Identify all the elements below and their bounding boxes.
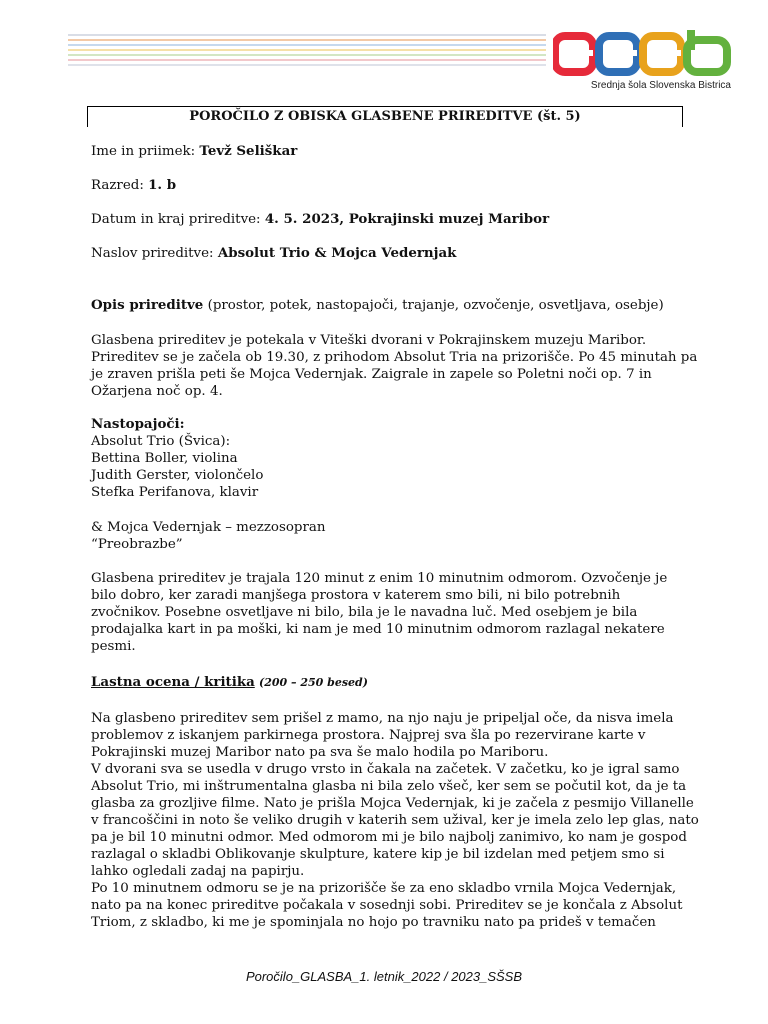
performer-line: Judith Gerster, violončelo — [91, 468, 264, 483]
review-body — [91, 710, 699, 931]
performers-heading: Nastopajoči: — [91, 416, 185, 432]
review-line: Po 10 minutnem odmoru se je na prizorišče še za eno skladbo vrnila Mojca Vedernjak, — [91, 881, 677, 896]
name-label: Ime in priimek: — [91, 144, 196, 159]
paragraph-line: Glasbena prireditev je potekala v Viteški dvorani v Pokrajinskem muzeju Maribor. — [91, 333, 647, 348]
review-line: Na glasbeno prireditev sem prišel z mamo, na njo naju je pripeljal oče, da nisva imela — [91, 711, 674, 726]
review-line: problemov z iskanjem parkirnega prostora. Najprej sva šla po rezervirane karte v — [91, 728, 646, 743]
review-line: razlagal o skladbi Oblikovanje skulpture, katere kip je bil izdelan med petjem smo si — [91, 847, 665, 862]
description-paragraph-1 — [91, 332, 698, 400]
review-line: glasba za grozljive filme. Nato je prišla Mojca Vedernjak, ki je začela z pesmijo Villanelle — [91, 796, 694, 811]
school-logo — [553, 30, 731, 94]
name-row — [91, 143, 297, 159]
paragraph-line: pesmi. — [91, 639, 136, 654]
event-row — [91, 245, 456, 261]
date-row — [91, 211, 549, 227]
review-line: V dvorani sva se usedla v drugo vrsto in čakala na začetek. V začetku, ko je igral samo — [91, 762, 680, 777]
review-line: nato pa na konec prireditve počakala v sosednji sobi. Prireditev se je končala z Absolut — [91, 898, 683, 913]
logo-caption: Srednja šola Slovenska Bistrica — [590, 80, 731, 91]
review-line: v francoščini in noto še veliko drugih v katerih sem užival, ker je imela zelo lep glas, nato — [91, 813, 699, 828]
paragraph-line: prodajalka kart in pa moški, ki nam je med 10 minutnim odmorom razlagal nekatere — [91, 622, 665, 637]
class-value: 1. b — [148, 177, 177, 193]
description-note: (prostor, potek, nastopajoči, trajanje, ozvočenje, osvetljava, osebje) — [207, 298, 664, 313]
date-label: Datum in kraj prireditve: — [91, 212, 261, 227]
event-label: Naslov prireditve: — [91, 246, 214, 261]
review-line: Pokrajinski muzej Maribor nato pa sva še malo hodila po Mariboru. — [91, 745, 549, 760]
date-value: 4. 5. 2023, Pokrajinski muzej Maribor — [264, 211, 550, 227]
performer-line: Stefka Perifanova, klavir — [91, 485, 259, 500]
guest-line: “Preobrazbe” — [91, 537, 183, 552]
logo-mark — [553, 30, 731, 78]
paragraph-line: Ožarjena noč op. 4. — [91, 384, 223, 399]
page-footer: Poročilo_GLASBA_1. letnik_2022 / 2023_SŠSB — [245, 969, 523, 984]
review-line: lahko ogledali zadaj na papirju. — [91, 864, 305, 879]
description-heading-row — [91, 297, 664, 313]
header-stripes — [68, 32, 546, 72]
name-value: Tevž Seliškar — [199, 143, 298, 159]
paragraph-line: bilo dobro, ker zaradi manjšega prostora v katerem smo bili, ni bilo potrebnih — [91, 588, 621, 603]
guest-line: & Mojca Vedernjak – mezzosopran — [91, 520, 326, 535]
event-value: Absolut Trio & Mojca Vedernjak — [217, 245, 457, 261]
class-row — [91, 177, 176, 193]
performer-line: Absolut Trio (Švica): — [91, 434, 231, 449]
review-heading-row — [91, 674, 368, 690]
guest-block — [91, 519, 671, 553]
paragraph-line: zvočnikov. Posebne osvetljave ni bilo, bila je le navadna luč. Med osebjem je bila — [91, 605, 638, 620]
review-note: (200 – 250 besed) — [259, 676, 368, 689]
performer-line: Bettina Boller, violina — [91, 451, 238, 466]
review-line: Triom, z skladbo, ki me je spominjala no hojo po travniku nato pa prideš v temačen — [91, 915, 656, 930]
paragraph-line: Glasbena prireditev je trajala 120 minut z enim 10 minutnim odmorom. Ozvočenje je — [91, 571, 668, 586]
review-heading: Lastna ocena / kritika — [91, 674, 255, 690]
description-heading: Opis prireditve — [91, 297, 204, 313]
document-title: POROČILO Z OBISKA GLASBENE PRIREDITVE (št. 5) — [87, 106, 683, 127]
paragraph-line: je zraven prišla peti še Mojca Vedernjak. Zaigrale in zapele so Poletni noči op. 7 in — [91, 367, 652, 382]
performers-block — [91, 416, 671, 501]
review-line: Absolut Trio, mi inštrumentalna glasba ni bila zelo všeč, ker sem se počutil kot, da je ta — [91, 779, 687, 794]
paragraph-line: Prireditev se je začela ob 19.30, z prihodom Absolut Tria na prizorišče. Po 45 minutah pa — [91, 350, 698, 365]
description-paragraph-2 — [91, 570, 671, 655]
class-label: Razred: — [91, 178, 144, 193]
review-line: pa je bil 10 minutni odmor. Med odmorom mi je bilo najbolj zanimivo, ko nam je gospod — [91, 830, 687, 845]
